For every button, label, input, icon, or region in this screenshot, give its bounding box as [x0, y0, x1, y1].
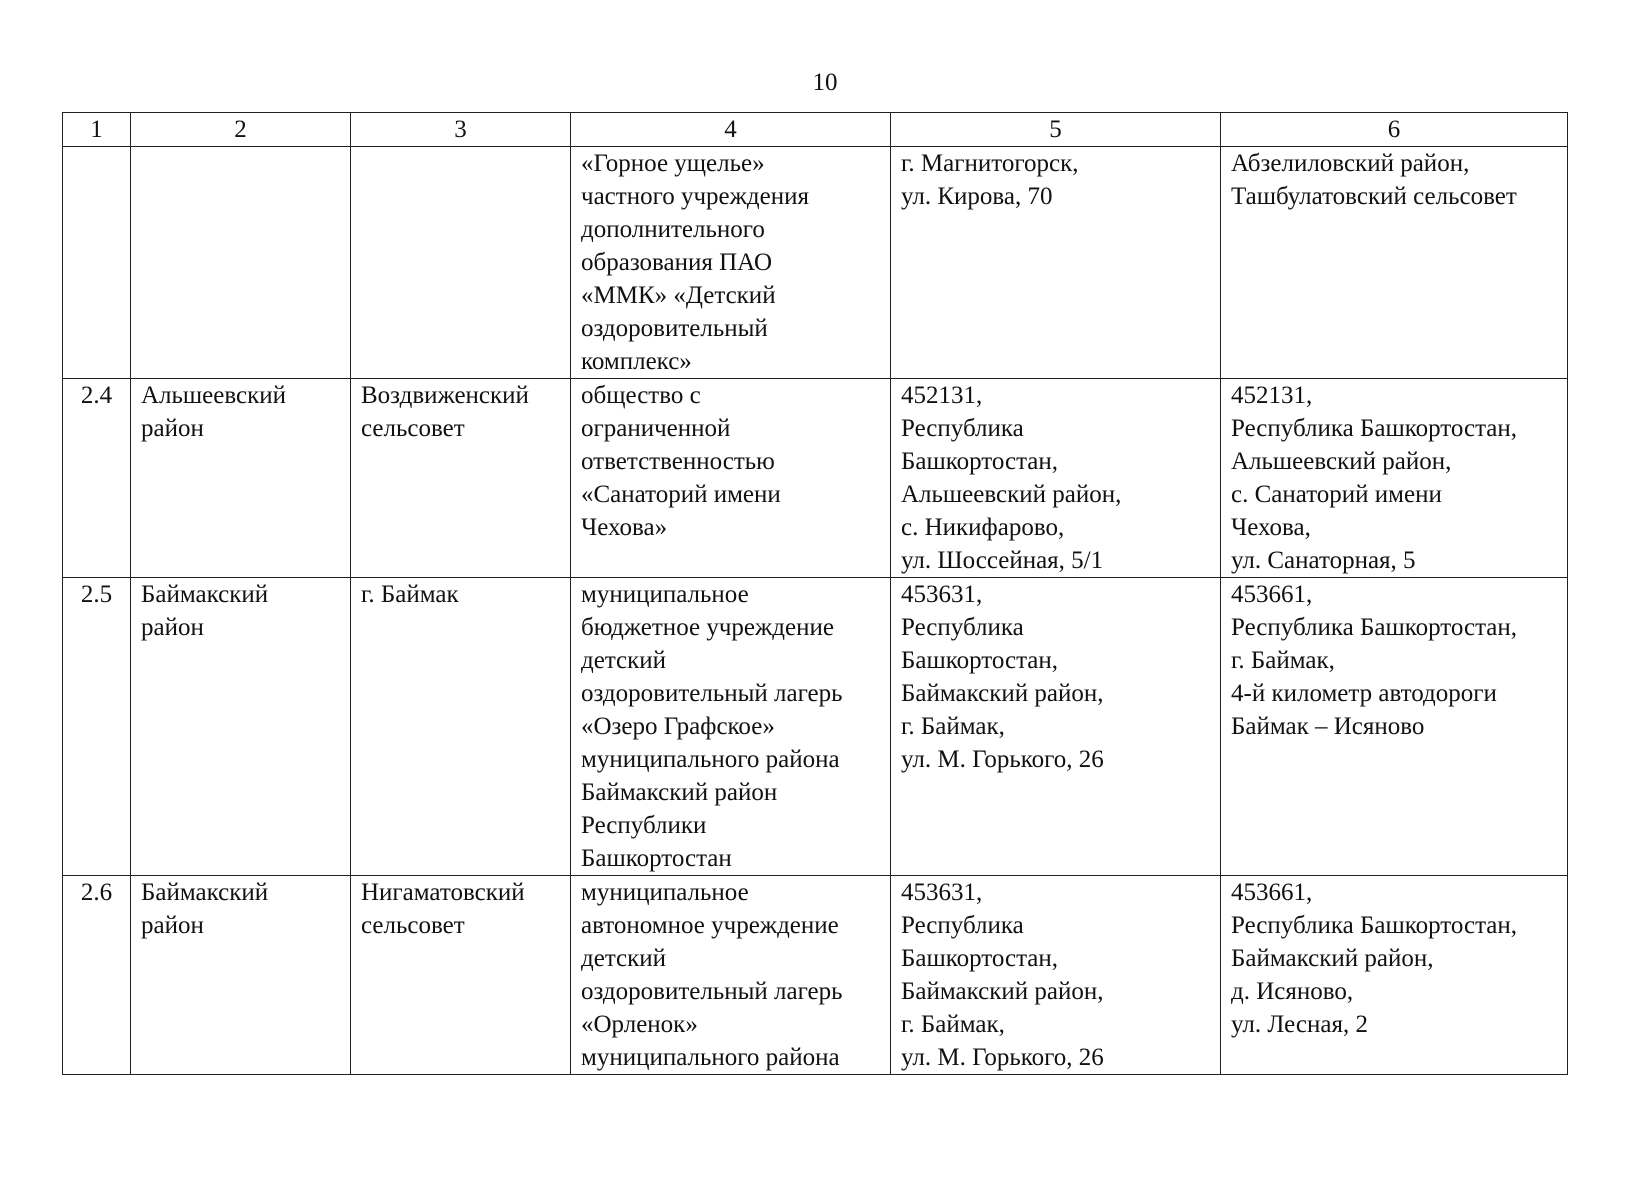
- cell-text-line: «Озеро Графское»: [581, 713, 775, 740]
- row-number-cell: 2.5: [63, 578, 131, 876]
- cell-text-line: ограниченной: [581, 415, 731, 442]
- cell-text-line: Республика: [901, 912, 1024, 939]
- settlement-cell: [351, 379, 571, 578]
- legal-address-cell: [891, 379, 1221, 578]
- cell-text-line: ул. М. Горького, 26: [901, 1044, 1104, 1071]
- table-row: [63, 876, 1568, 1075]
- cell-text-line: муниципального района: [581, 1044, 840, 1071]
- actual-address-cell: [1221, 379, 1568, 578]
- settlement-cell: [351, 147, 571, 379]
- district-cell: [131, 147, 351, 379]
- cell-text-line: детский: [581, 945, 667, 972]
- cell-text-line: д. Исяново,: [1231, 978, 1354, 1005]
- column-header-1: 1: [63, 113, 131, 147]
- column-header-3: 3: [351, 113, 571, 147]
- cell-text-line: с. Никифарово,: [901, 514, 1065, 541]
- facilities-table: [62, 112, 1568, 1075]
- cell-text-line: муниципальное: [581, 879, 749, 906]
- cell-text-line: г. Баймак,: [901, 713, 1005, 740]
- column-header-2: 2: [131, 113, 351, 147]
- cell-text-line: 453661,: [1231, 581, 1313, 608]
- cell-text-line: 452131,: [901, 382, 983, 409]
- column-number-row: [63, 113, 1568, 147]
- cell-text-line: «Орленок»: [581, 1011, 698, 1038]
- cell-text-line: ул. М. Горького, 26: [901, 746, 1104, 773]
- cell-text-line: район: [141, 415, 204, 442]
- cell-text-line: Баймакский район: [581, 779, 778, 806]
- table-row: [63, 379, 1568, 578]
- cell-text-line: Республика Башкортостан,: [1231, 912, 1518, 939]
- cell-text-line: «ММК» «Детский: [581, 282, 776, 309]
- column-header-5: 5: [891, 113, 1221, 147]
- district-cell: [131, 379, 351, 578]
- cell-text-line: ответственностью: [581, 448, 775, 475]
- cell-text-line: Баймакский район,: [901, 978, 1104, 1005]
- cell-text-line: оздоровительный: [581, 315, 768, 342]
- cell-text-line: Баймакский район,: [1231, 945, 1434, 972]
- cell-text-line: бюджетное учреждение: [581, 614, 834, 641]
- cell-text-line: Баймак – Исяново: [1231, 713, 1425, 740]
- actual-address-cell: [1221, 876, 1568, 1075]
- organization-cell: [571, 578, 891, 876]
- organization-cell: [571, 379, 891, 578]
- cell-text-line: муниципального района: [581, 746, 840, 773]
- cell-text-line: Чехова,: [1231, 514, 1311, 541]
- cell-text-line: ул. Лесная, 2: [1231, 1011, 1368, 1038]
- cell-text-line: Башкортостан,: [901, 647, 1059, 674]
- cell-text-line: автономное учреждение: [581, 912, 839, 939]
- cell-text-line: 4-й километр автодороги: [1231, 680, 1497, 707]
- cell-text-line: ул. Шоссейная, 5/1: [901, 547, 1104, 574]
- organization-cell: [571, 876, 891, 1075]
- cell-text-line: Республика Башкортостан,: [1231, 415, 1518, 442]
- legal-address-cell: [891, 578, 1221, 876]
- table-header: [63, 113, 1568, 147]
- cell-text-line: Башкортостан,: [901, 945, 1059, 972]
- row-number-cell: 2.6: [63, 876, 131, 1075]
- cell-text-line: Альшеевский район,: [901, 481, 1122, 508]
- cell-text-line: г. Баймак: [361, 581, 459, 608]
- cell-text-line: образования ПАО: [581, 249, 773, 276]
- cell-text-line: Башкортостан,: [901, 448, 1059, 475]
- row-number-cell: [63, 147, 131, 379]
- cell-text-line: Баймакский: [141, 879, 269, 906]
- cell-text-line: район: [141, 614, 204, 641]
- cell-text-line: Баймакский район,: [901, 680, 1104, 707]
- cell-text-line: район: [141, 912, 204, 939]
- cell-text-line: 452131,: [1231, 382, 1313, 409]
- cell-text-line: г. Магнитогорск,: [901, 150, 1079, 177]
- cell-text-line: Республики: [581, 812, 707, 839]
- cell-text-line: 453631,: [901, 581, 983, 608]
- actual-address-cell: [1221, 578, 1568, 876]
- legal-address-cell: [891, 147, 1221, 379]
- cell-text-line: Республика: [901, 614, 1024, 641]
- cell-text-line: Республика Башкортостан,: [1231, 614, 1518, 641]
- cell-text-line: дополнительного: [581, 216, 765, 243]
- cell-text-line: Альшеевский: [141, 382, 287, 409]
- table-row: [63, 578, 1568, 876]
- page-number: 10: [812, 69, 838, 96]
- cell-text-line: 453661,: [1231, 879, 1313, 906]
- cell-text-line: Нигаматовский: [361, 879, 525, 906]
- cell-text-line: оздоровительный лагерь: [581, 680, 843, 707]
- cell-text-line: Абзелиловский район,: [1231, 150, 1470, 177]
- row-number-cell: 2.4: [63, 379, 131, 578]
- district-cell: [131, 578, 351, 876]
- cell-text-line: комплекс»: [581, 348, 692, 375]
- table-body: [63, 147, 1568, 1075]
- organization-cell: [571, 147, 891, 379]
- cell-text-line: оздоровительный лагерь: [581, 978, 843, 1005]
- cell-text-line: Чехова»: [581, 514, 668, 541]
- column-header-4: 4: [571, 113, 891, 147]
- cell-text-line: сельсовет: [361, 415, 465, 442]
- table-row: [63, 147, 1568, 379]
- cell-text-line: ул. Санаторная, 5: [1231, 547, 1416, 574]
- cell-text-line: 453631,: [901, 879, 983, 906]
- settlement-cell: [351, 876, 571, 1075]
- cell-text-line: детский: [581, 647, 667, 674]
- district-cell: [131, 876, 351, 1075]
- cell-text-line: Альшеевский район,: [1231, 448, 1452, 475]
- cell-text-line: г. Баймак,: [1231, 647, 1335, 674]
- cell-text-line: Республика: [901, 415, 1024, 442]
- cell-text-line: Ташбулатовский сельсовет: [1231, 183, 1517, 210]
- cell-text-line: «Горное ущелье»: [581, 150, 765, 177]
- cell-text-line: Башкортостан: [581, 845, 732, 872]
- cell-text-line: г. Баймак,: [901, 1011, 1005, 1038]
- cell-text-line: «Санаторий имени: [581, 481, 781, 508]
- column-header-6: 6: [1221, 113, 1568, 147]
- legal-address-cell: [891, 876, 1221, 1075]
- cell-text-line: Воздвиженский: [361, 382, 529, 409]
- cell-text-line: Баймакский: [141, 581, 269, 608]
- cell-text-line: ул. Кирова, 70: [901, 183, 1053, 210]
- settlement-cell: [351, 578, 571, 876]
- cell-text-line: сельсовет: [361, 912, 465, 939]
- cell-text-line: частного учреждения: [581, 183, 809, 210]
- cell-text-line: муниципальное: [581, 581, 749, 608]
- cell-text-line: с. Санаторий имени: [1231, 481, 1442, 508]
- cell-text-line: общество с: [581, 382, 701, 409]
- actual-address-cell: [1221, 147, 1568, 379]
